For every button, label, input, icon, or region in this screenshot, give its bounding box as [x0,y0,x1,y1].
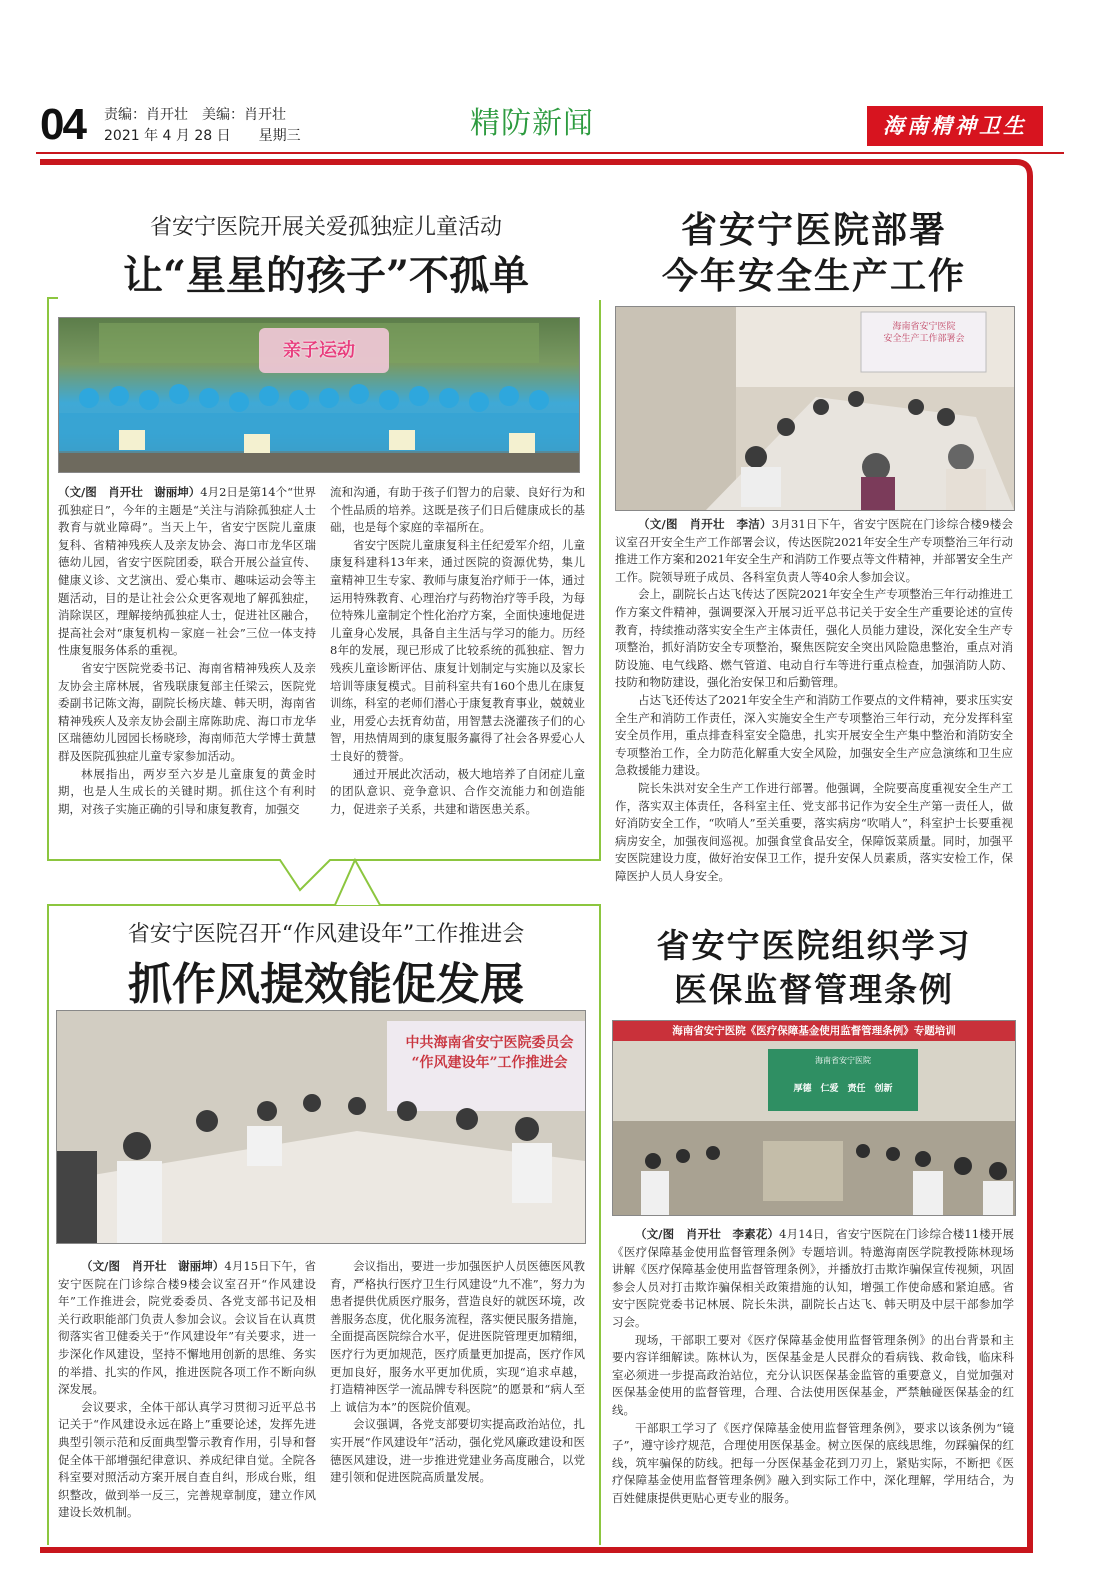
article3-screen-line2: “作风建设年”工作推进会 [411,1055,568,1071]
article4-byline: （文/图 肖开壮 李素花） [635,1227,780,1241]
article2-photo [615,306,1015,511]
article3-column2 [330,1258,585,1487]
article1-photo [58,317,580,473]
article4-screen-logo: 海南省安宁医院 [815,1056,871,1065]
article2-photo-screen [864,321,984,345]
article3-para2: 会议要求，全体干部认真学习贯彻习近平总书记关于“作风建设永远在路上”重要论述，发挥先进典型引领示范和反面典型警示教育作用，引导和督促全体干部增强纪律意识、养成纪律自觉。全院各科室要对照活动方案开展自查自纠，形成台账，组织整改，做到举一反三，完善规章制度，建立作风建设长效机制。 [58,1399,316,1520]
article2-headline-line1: 省安宁医院部署 [680,209,947,251]
article1-photo-banner: 亲子运动 [283,340,355,361]
page-number: 04 [40,100,85,149]
article2-para3: 占达飞还传达了2021年安全生产和消防工作要点的文件精神，要求压实安全生产和消防工作责任，深入实施安全生产专项整治三年行动，充分发挥科室安全员作用，重点排查科室安全隐患，扎实开展安全生产集中整治和消防安全专项整治工作，全力防范化解重大安全风险，加强安全生产应急演练和卫生应急救援能力建设。 [615,692,1013,778]
article3-photo [56,1010,586,1244]
article3-headline: 抓作风提效能促发展 [128,959,524,1010]
article3-para3: 会议指出，要进一步加强医护人员医德医风教育，严格执行医疗卫生行风建设“九不准”，努力为患者提供优质医疗服务，营造良好的就医环境，改善服务态度，优化服务流程，落实便民服务措施，全面提高医院综合水平，促进医院管理更加精细，医疗行为更加规范，医疗质量更加提高，医疗作风更加良好，服务水平更加优质，实现“追求卓越，打造精神医学一流品牌专科医院”的愿景和“病人至上 诚信为本”的医院价值观。 [330,1259,585,1414]
article4-para1: 4月14日，省安宁医院在门诊综合楼11楼开展《医疗保障基金使用监督管理条例》专题培训。特邀海南医学院教授陈林现场讲解《医疗保障基金使用监督管理条例》，并播放打击欺诈骗保宣传视频，巩固参会人员对打击欺诈骗保相关政策措施的认知，增强工作使命感和紧迫感。省安宁医院党委书记林展、院长朱洪，副院长占达飞、韩天明及中层干部参加学习会。 [612,1227,1014,1329]
issue-date: 2021 年 4 月 28 日 星期三 [104,128,301,144]
article3-byline: （文/图 肖开壮 谢丽坤） [81,1259,225,1273]
article4-para3: 干部职工学习了《医疗保障基金使用监督管理条例》，要求以该条例为“镜子”，遵守诊疗规范，合理使用医保基金。树立医保的底线思维，勿踩骗保的红线，筑牢骗保的防线。把每一分医保基金花到刀刃上，紧贴实际，不断把《医疗保障基金使用监督管理条例》融入到实际工作中，深化理解，学用结合，为百姓健康提供更贴心更专业的服务。 [612,1420,1014,1505]
article3-kicker: 省安宁医院召开“作风建设年”工作推进会 [127,922,525,947]
article4-photo [612,1020,1016,1216]
article3-para1: 4月15日下午，省安宁医院在门诊综合楼9楼会议室召开“作风建设年”工作推进会，院党委委员、各党支部书记及相关行政职能部门负责人参加会议。会议旨在认真贯彻落实省卫健委关于“作风建设年”有关要求，进一步深化作风建设，坚持不懈地用创新的思维、务实的举措、扎实的作风，推进医院各项工作不断向纵深发展。 [58,1259,317,1397]
article4-screen-motto: 厚德 仁爱 责任 创新 [793,1084,893,1094]
article3-screen-line1: 中共海南省安宁医院委员会 [405,1035,574,1051]
article2-para2: 会上，副院长占达飞传达了医院2021年安全生产专项整治三年行动推进工作方案文件精神，强调要深入开展习近平总书记关于安全生产重要论述的宣传教育，持续推动落实安全生产主体责任，强化人员能力建设，深化安全生产专项整治，抓好消防安全专项整治，聚焦医院安全突出风险隐患整治，重点对消防设施、电气线路、燃气管道、电动自行车等进行重点检查，加强消防人防、技防和物防建设，强化治安保卫和后勤管理。 [615,587,1013,690]
article1-column1 [58,484,316,818]
article2-headline-line2: 今年安全生产工作 [661,255,966,297]
article1-para3: 林展指出，两岁至六岁是儿童康复的黄金时期，也是人生成长的关键时期。抓住这个有利时期，对孩子实施正确的引导和康复教育，加强交 [58,766,316,816]
article2-body [615,516,1013,885]
article4-para2: 现场，干部职工要对《医疗保障基金使用监督管理条例》的出台背景和主要内容详细解读。陈林认为，医保基金是人民群众的看病钱、救命钱，临床科室必须进一步提高政治站位，充分认识医保基金监管的重要意义，自觉加强对医保基金使用的监督管理，合理、合法使用医保基金，严禁触碰医保基金的红线。 [612,1332,1014,1417]
speech-tail [335,860,380,905]
newspaper-name-badge: 海南精神卫生 [867,106,1043,146]
article4-photo-banner: 海南省安宁医院《医疗保障基金使用监督管理条例》专题培训 [672,1025,956,1037]
article1-kicker: 省安宁医院开展关爱孤独症儿童活动 [149,215,502,240]
article2-screen-line2: 安全生产工作部署会 [883,334,965,344]
article1-byline: （文/图 肖开壮 谢丽坤） [58,485,201,499]
article1-para4: 流和沟通，有助于孩子们智力的启蒙、良好行为和个性品质的培养。这既是孩子们日后健康成长的基础，也是每个家庭的幸福所在。 [330,485,585,535]
article4-headline-line1: 省安宁医院组织学习 [656,926,972,965]
article1-para5: 省安宁医院儿童康复科主任纪爱军介绍，儿童康复科建科13年来，通过医院的资源优势，集儿童精神卫生专家、教师与康复治疗师于一体，通过运用特殊教育、心理治疗与药物治疗等手段，为每位特殊儿童制定个性化治疗方案，全面快速地促进儿童身心发展，具备自主生活与学习的能力。历经8年的发展，现已形成了比较系统的孤独症、智力残疾儿童诊断评估、康复计划制定与实施以及家长培训等康复模式。目前科室共有160个患儿在康复训练，科室的老师们潜心于康复教育事业，兢兢业业，用爱心去抚育幼苗，用智慧去浇灌孩子们的心智，用热情周到的康复服务赢得了社会各界爱心人士良好的赞誉。 [330,537,585,763]
article1-headline: 让“星星的孩子”不孤单 [122,252,529,299]
article4-body [612,1226,1014,1508]
article4-headline-line2: 医保监督管理条例 [674,970,954,1009]
article2-para4: 院长朱洪对安全生产工作进行部署。他强调，全院要高度重视安全生产工作，落实双主体责任，各科室主任、党支部书记作为安全生产第一责任人，做好消防安全工作，“吹哨人”至关重要，落实病房“吹哨人”，科室护士长要重视病房安全，加强夜间巡视。加强食堂食品安全，保障饭菜质量。同时，加强平安医院建设力度，做好治安保卫工作，提升安保人员素质，落实安检工作，保障医护人员人身安全。 [615,780,1013,883]
article1-column2 [330,484,585,818]
article3-photo-screen [397,1033,582,1073]
article2-para1: 3月31日下午，省安宁医院在门诊综合楼9楼会议室召开安全生产工作部署会议，传达医院2021年安全生产专项整治三年行动推进工作方案和2021年安全生产和消防工作要点等文件精神，并部署安全生产工作。院领导班子成员、各科室负责人等40余人参加会议。 [615,517,1014,584]
article2-byline: （文/图 肖开壮 李洁） [638,517,772,531]
article3-para4: 会议强调，各党支部要切实提高政治站位，扎实开展“作风建设年”活动，强化党风廉政建设和医德医风建设，进一步推进党建业务高度融合，以党建引领和促进医院高质量发展。 [330,1417,585,1485]
article2-screen-line1: 海南省安宁医院 [892,322,956,332]
editor-credits: 责编：肖开壮 美编：肖开壮 [104,107,286,123]
article1-para6: 通过开展此次活动，极大地培养了自闭症儿童的团队意识、竞争意识、合作交流能力和创造能力，促进亲子关系，共建和谐医患关系。 [330,766,585,816]
section-title: 精防新闻 [470,106,594,141]
article3-column1 [58,1258,316,1522]
article1-para2: 省安宁医院党委书记、海南省精神残疾人及亲友协会主席林展，省残联康复部主任梁云，医院党委副书记陈文海，副院长杨庆雄、韩天明，海南省精神残疾人及亲友协会副主席陈助虎、海口市龙华区瑞德幼儿园园长杨晓珍，海南师范大学博士黄慧群及医院孤独症儿童专家参加活动。 [58,660,316,763]
article1-para1: 4月2日是第14个“世界孤独症日”，今年的主题是“关注与消除孤独症人士教育与就业障碍”。当天上午，省安宁医院儿童康复科、省精神残疾人及亲友协会、海口市龙华区瑞德幼儿园，省安宁医院团委，联合开展公益宣传、健康义诊、文艺演出、爱心集市、趣味运动会等主题活动，目的是让社会公众更客观地了解孤独症，消除误区，理解接纳孤独症人士，促进社区融合，提高社会对“康复机构－家庭－社会”三位一体支持性康复服务体系的重视。 [58,485,316,658]
